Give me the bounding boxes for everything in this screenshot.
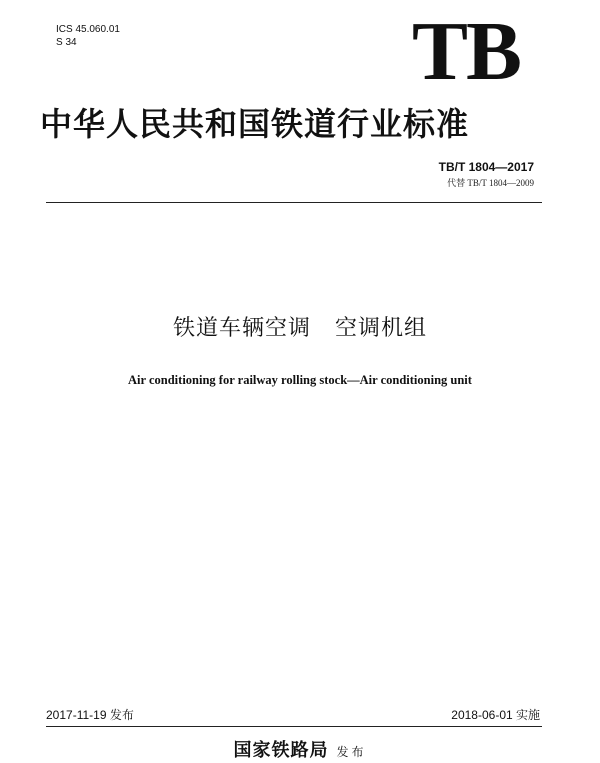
standard-category-title: 中华人民共和国铁道行业标准 — [40, 105, 470, 143]
ics-code: ICS 45.060.01 — [56, 24, 120, 35]
top-divider — [46, 202, 542, 203]
document-title-english: Air conditioning for railway rolling stock—Air conditioning unit — [128, 373, 472, 387]
publisher-verb: 发布 — [336, 745, 367, 759]
document-title-chinese: 铁道车辆空调 空调机组 — [173, 316, 427, 341]
issue-date: 2017-11-19 发布 — [46, 708, 134, 722]
tb-logo: TB — [411, 5, 520, 98]
standard-number: TB/T 1804—2017 — [438, 160, 534, 174]
replaces-standard: 代替 TB/T 1804—2009 — [447, 178, 534, 188]
publisher-line — [0, 740, 600, 763]
bottom-divider — [46, 726, 542, 727]
implementation-date: 2018-06-01 实施 — [451, 708, 540, 722]
publisher-name: 国家铁路局 — [233, 740, 329, 761]
ccs-code: S 34 — [56, 37, 77, 48]
